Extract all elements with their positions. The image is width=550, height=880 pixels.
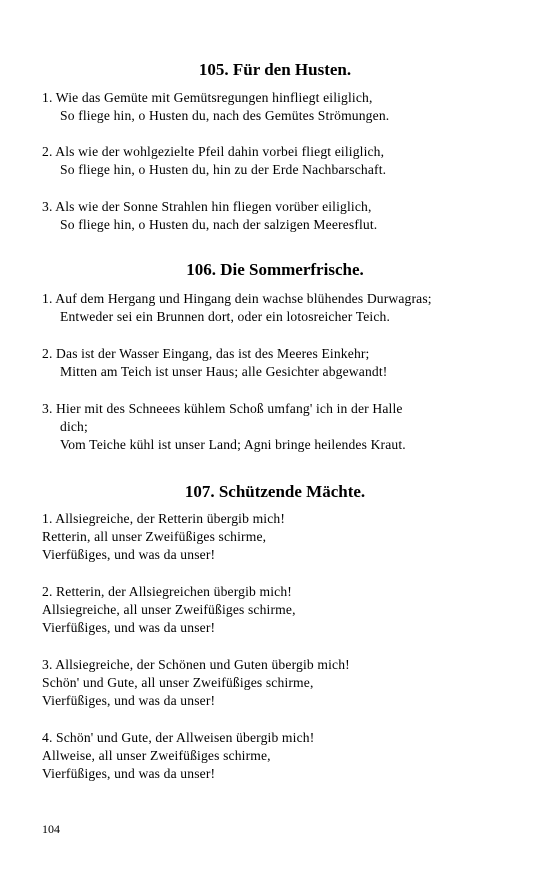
verse-line: Vierfüßiges, und was da unser! [42, 766, 216, 781]
verse-line: 3. Als wie der Sonne Strahlen hin fliegen vorüber eiliglich, [42, 199, 372, 214]
verse-line: Entweder sei ein Brunnen dort, oder ein lotosreicher Teich. [60, 309, 391, 324]
verse-line: dich; [60, 419, 88, 434]
verse-line: So fliege hin, o Husten du, nach der salzigen Meeresflut. [60, 217, 378, 232]
verse-line: 1. Auf dem Hergang und Hingang dein wachse blühendes Durwagras; [42, 291, 432, 306]
verse-line: 2. Als wie der wohlgezielte Pfeil dahin vorbei fliegt eiliglich, [42, 144, 385, 159]
verse-line: So fliege hin, o Husten du, nach des Gemütes Strömungen. [60, 108, 390, 123]
verse-line: Vierfüßiges, und was da unser! [42, 620, 216, 635]
page-number: 104 [42, 822, 60, 836]
verse-line: 2. Das ist der Wasser Eingang, das ist des Meeres Einkehr; [42, 346, 370, 361]
verse-line: Vierfüßiges, und was da unser! [42, 693, 216, 708]
verse-line: Vom Teiche kühl ist unser Land; Agni bringe heilendes Kraut. [60, 437, 406, 452]
section-heading-107: 107. Schützende Mächte. [184, 482, 366, 501]
verse-line: Schön' und Gute, all unser Zweifüßiges schirme, [42, 675, 314, 690]
verse-line: Allsiegreiche, all unser Zweifüßiges schirme, [42, 602, 296, 617]
verse-line: 3. Allsiegreiche, der Schönen und Guten übergib mich! [42, 657, 350, 672]
verse-line: 4. Schön' und Gute, der Allweisen übergib mich! [42, 730, 315, 745]
verse-line: 2. Retterin, der Allsiegreichen übergib mich! [42, 584, 292, 599]
verse-line: Retterin, all unser Zweifüßiges schirme, [42, 529, 267, 544]
verse-line: 1. Allsiegreiche, der Retterin übergib mich! [42, 511, 286, 526]
verse-line: Allweise, all unser Zweifüßiges schirme, [42, 748, 271, 763]
verse-line: 3. Hier mit des Schneees kühlem Schoß umfang' ich in der Halle [42, 401, 403, 416]
verse-line: Mitten am Teich ist unser Haus; alle Gesichter abgewandt! [60, 364, 388, 379]
verse-line: 1. Wie das Gemüte mit Gemütsregungen hinfliegt eiliglich, [42, 90, 373, 105]
verse-line: So fliege hin, o Husten du, hin zu der Erde Nachbarschaft. [60, 162, 387, 177]
verse-line: Vierfüßiges, und was da unser! [42, 547, 216, 562]
section-heading-106: 106. Die Sommerfrische. [186, 260, 364, 279]
section-heading-105: 105. Für den Husten. [198, 60, 352, 79]
